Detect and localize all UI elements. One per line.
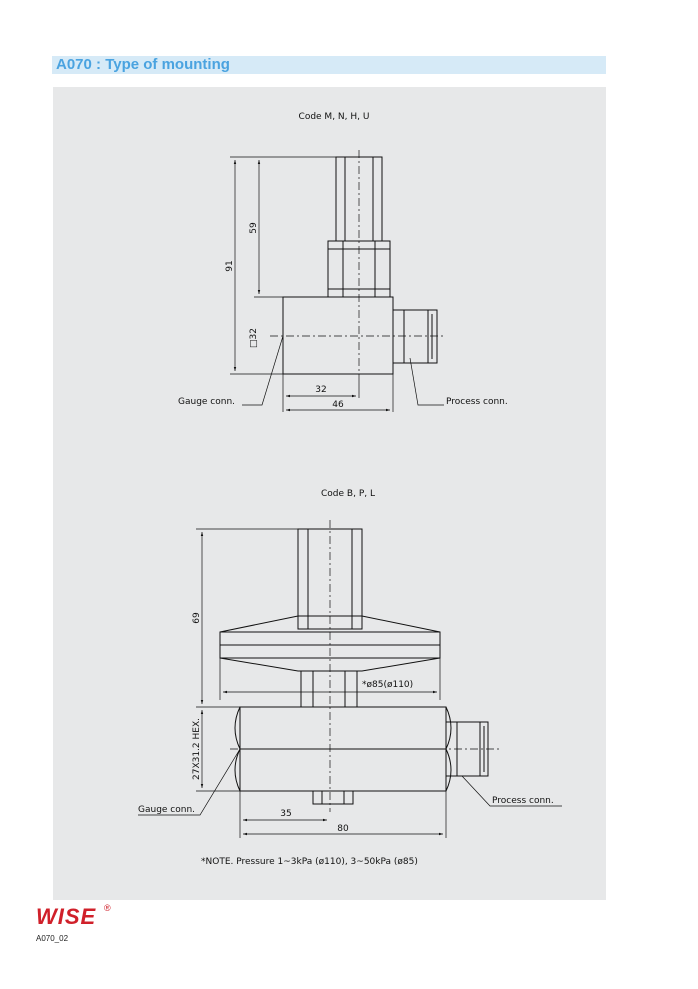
- code-label-1: Code M, N, H, U: [298, 112, 370, 122]
- wise-logo: WISE: [36, 904, 97, 929]
- page-code: A070_02: [36, 934, 69, 943]
- code-label-2: Code B, P, L: [321, 489, 375, 499]
- process-conn-label-2: Process conn.: [492, 796, 554, 806]
- dim-sq32: □32: [249, 328, 259, 348]
- dim-35: 35: [280, 809, 292, 819]
- pressure-note: *NOTE. Pressure 1~3kPa (ø110), 3~50kPa (ø85): [201, 857, 418, 867]
- gauge-conn-label-2: Gauge conn.: [138, 805, 196, 815]
- dim-69: 69: [192, 612, 202, 624]
- drawing-1: [230, 150, 445, 412]
- dim-hex: 27X31.2 HEX.: [192, 718, 202, 780]
- registered-mark: ®: [104, 903, 111, 913]
- process-fitting-1: [393, 310, 437, 363]
- neck-2: [301, 671, 357, 707]
- drawing-2: [138, 520, 562, 838]
- gauge-conn-label-1: Gauge conn.: [178, 397, 236, 407]
- section-title: A070 : Type of mounting: [56, 56, 230, 73]
- dim-80: 80: [337, 824, 349, 834]
- process-conn-label-1: Process conn.: [446, 397, 508, 407]
- body-1: [283, 297, 393, 374]
- dim-59: 59: [249, 222, 259, 234]
- dim-32: 32: [315, 385, 327, 395]
- dim-diameter: *ø85(ø110): [362, 680, 414, 690]
- dim-46: 46: [332, 400, 344, 410]
- dim-91: 91: [225, 260, 235, 272]
